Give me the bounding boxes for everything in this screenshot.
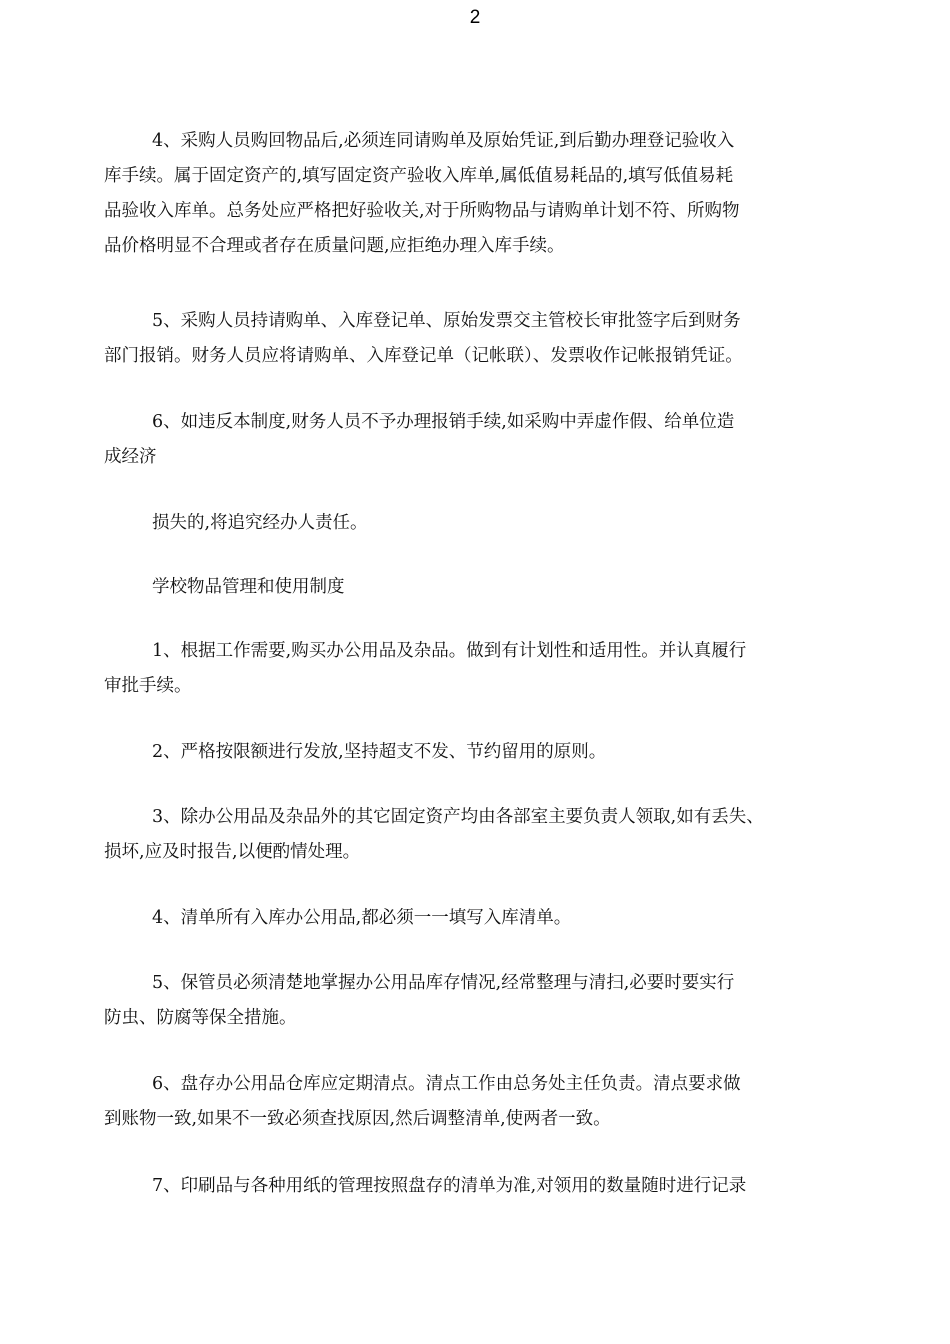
- paragraph-item-6: [104, 1067, 864, 1137]
- text-line: 库手续。属于固定资产的,填写固定资产验收入库单,属低值易耗品的,填写低值易耗: [104, 166, 734, 186]
- text-line: 审批手续。: [104, 676, 192, 696]
- text-line: 品验收入库单。总务处应严格把好验收关,对于所购物品与请购单计划不符、所购物: [104, 201, 740, 221]
- paragraph-violation: [104, 405, 864, 475]
- text-line: 3、除办公用品及杂品外的其它固定资产均由各部室主要负责人领取,如有丢失、: [152, 807, 764, 827]
- section-heading: [104, 570, 864, 605]
- paragraph-purchase-acceptance: [104, 124, 864, 264]
- text-line: 7、印刷品与各种用纸的管理按照盘存的清单为准,对领用的数量随时进行记录: [152, 1176, 747, 1196]
- paragraph-item-2: [104, 735, 864, 770]
- paragraph-item-1: [104, 634, 864, 704]
- text-line: 4、采购人员购回物品后,必须连同请购单及原始凭证,到后勤办理登记验收入: [152, 131, 735, 151]
- text-line: 2、严格按限额进行发放,坚持超支不发、节约留用的原则。: [152, 742, 607, 762]
- text-line: 6、如违反本制度,财务人员不予办理报销手续,如采购中弄虚作假、给单位造: [152, 412, 735, 432]
- paragraph-liability: [104, 506, 864, 541]
- text-line: 到账物一致,如果不一致必须查找原因,然后调整清单,使两者一致。: [104, 1109, 611, 1129]
- paragraph-reimbursement: [104, 304, 864, 374]
- text-line: 6、盘存办公用品仓库应定期清点。清点工作由总务处主任负责。清点要求做: [152, 1074, 741, 1094]
- text-line: 1、根据工作需要,购买办公用品及杂品。做到有计划性和适用性。并认真履行: [152, 641, 747, 661]
- paragraph-item-7: [104, 1169, 864, 1204]
- section-title: 学校物品管理和使用制度: [152, 577, 345, 597]
- text-line: 成经济: [104, 447, 157, 467]
- text-line: 防虫、防腐等保全措施。: [104, 1008, 297, 1028]
- text-line: 品价格明显不合理或者存在质量问题,应拒绝办理入库手续。: [104, 236, 565, 256]
- text-line: 5、采购人员持请购单、入库登记单、原始发票交主管校长审批签字后到财务: [152, 311, 741, 331]
- page-number: 2: [469, 7, 481, 28]
- text-line: 4、清单所有入库办公用品,都必须一一填写入库清单。: [152, 908, 572, 928]
- text-line: 损坏,应及时报告,以便酌情处理。: [104, 842, 361, 862]
- paragraph-item-3: [104, 800, 864, 870]
- paragraph-item-4: [104, 901, 864, 936]
- text-line: 损失的,将追究经办人责任。: [152, 513, 368, 533]
- paragraph-item-5: [104, 966, 864, 1036]
- text-line: 5、保管员必须清楚地掌握办公用品库存情况,经常整理与清扫,必要时要实行: [152, 973, 735, 993]
- text-line: 部门报销。财务人员应将请购单、入库登记单（记帐联）、发票收作记帐报销凭证。: [104, 346, 743, 366]
